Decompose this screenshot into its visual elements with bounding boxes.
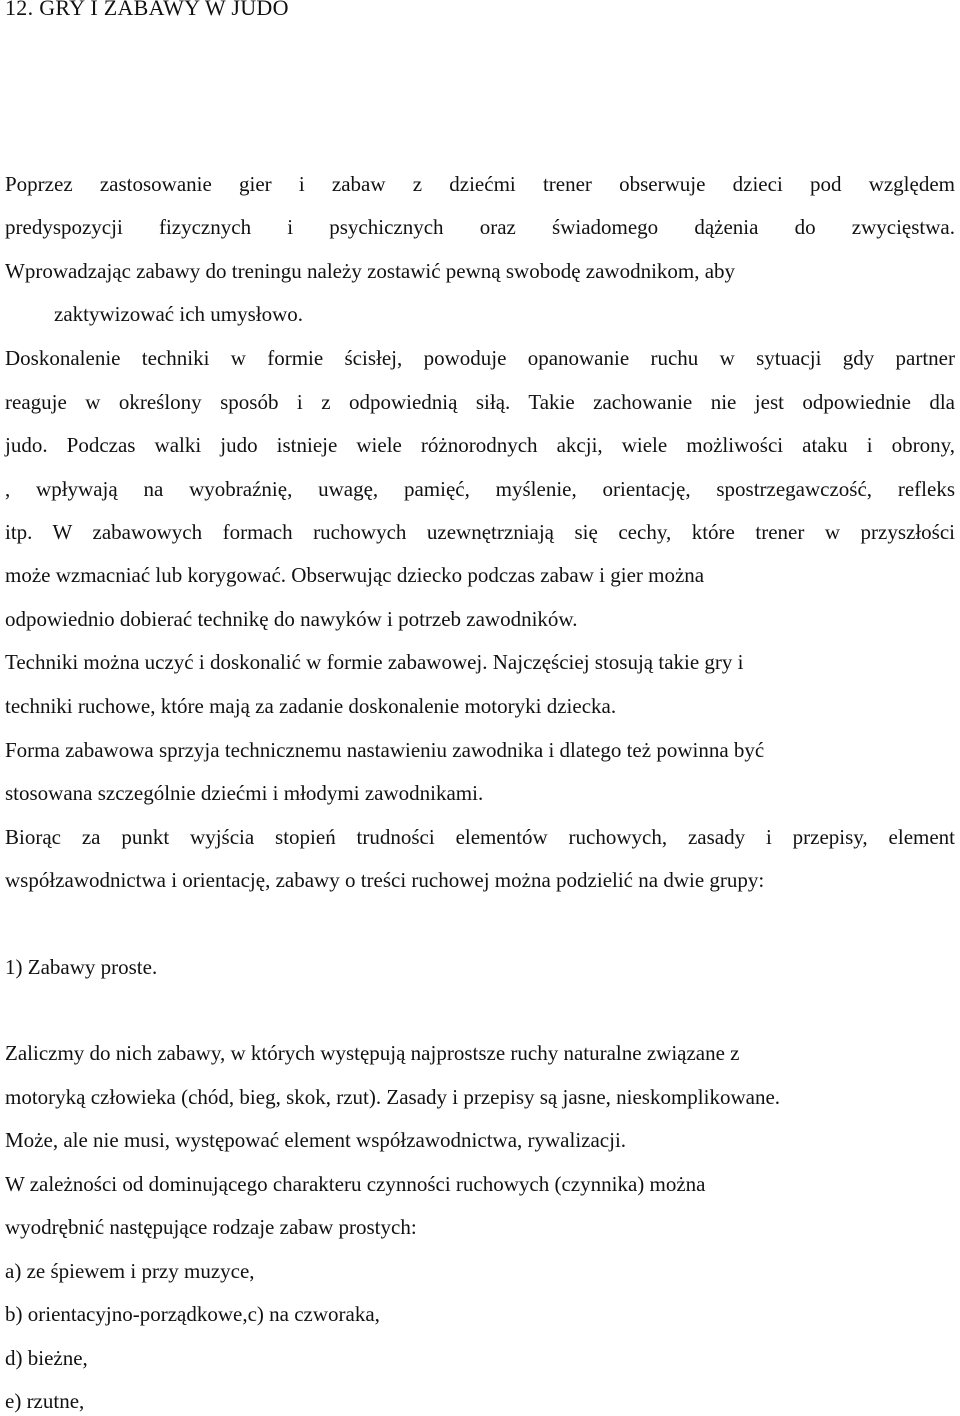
paragraph-line: judo. Podczas walki judo istnieje wiele różnorodnych akcji, wiele możliwości ataku i obrony, [5, 433, 955, 457]
paragraph-line: wyodrębnić następujące rodzaje zabaw prostych: [5, 1215, 417, 1239]
paragraph-line: Wprowadzając zabawy do treningu należy zostawić pewną swobodę zawodnikom, aby [5, 259, 736, 283]
paragraph-line: Zaliczmy do nich zabawy, w których występują najprostsze ruchy naturalne związane z [5, 1041, 740, 1065]
paragraph-line: predyspozycji fizycznych i psychicznych oraz świadomego dążenia do zwycięstwa. [5, 215, 955, 239]
list-item: e) rzutne, [5, 1389, 85, 1413]
paragraph-line: Forma zabawowa sprzyja technicznemu nastawieniu zawodnika i dlatego też powinna być [5, 738, 765, 762]
section-heading: 1) Zabawy proste. [5, 955, 158, 979]
paragraph-line: techniki ruchowe, które mają za zadanie doskonalenie motoryki dziecka. [5, 694, 617, 718]
paragraph-line: Biorąc za punkt wyjścia stopień trudności elementów ruchowych, zasady i przepisy, element [5, 825, 955, 849]
paragraph-line: Może, ale nie musi, występować element współzawodnictwa, rywalizacji. [5, 1128, 627, 1152]
paragraph-line: W zależności od dominującego charakteru czynności ruchowych (czynnika) można [5, 1172, 706, 1196]
paragraph-line: współzawodnictwa i orientację, zabawy o treści ruchowej można podzielić na dwie grupy: [5, 868, 765, 892]
paragraph-line: odpowiednio dobierać technikę do nawyków i potrzeb zawodników. [5, 607, 578, 631]
paragraph-line: Poprzez zastosowanie gier i zabaw z dziećmi trener obserwuje dzieci pod względem [5, 172, 955, 196]
list-item: a) ze śpiewem i przy muzyce, [5, 1259, 255, 1283]
paragraph-line: , wpływają na wyobraźnię, uwagę, pamięć, myślenie, orientację, spostrzegawczość, refleks [5, 477, 955, 501]
paragraph-line: motoryką człowieka (chód, bieg, skok, rzut). Zasady i przepisy są jasne, nieskomplikowane. [5, 1085, 781, 1109]
document-title: 12. GRY I ZABAWY W JUDO [5, 0, 289, 20]
paragraph-line: itp. W zabawowych formach ruchowych uzewnętrzniają się cechy, które trener w przyszłości [5, 520, 955, 544]
paragraph-line: Techniki można uczyć i doskonalić w formie zabawowej. Najczęściej stosują takie gry i [5, 650, 744, 674]
list-item: b) orientacyjno-porządkowe,c) na czworaka, [5, 1302, 380, 1326]
paragraph-line: stosowana szczególnie dziećmi i młodymi zawodnikami. [5, 781, 484, 805]
paragraph-line: Doskonalenie techniki w formie ścisłej, powoduje opanowanie ruchu w sytuacji gdy partner [5, 346, 955, 370]
list-item: d) bieżne, [5, 1346, 88, 1370]
paragraph-line: reaguje w określony sposób i z odpowiednią siłą. Takie zachowanie nie jest odpowiednie dla [5, 390, 955, 414]
paragraph-line: zaktywizować ich umysłowo. [54, 302, 304, 326]
paragraph-line: może wzmacniać lub korygować. Obserwując dziecko podczas zabaw i gier można [5, 563, 705, 587]
